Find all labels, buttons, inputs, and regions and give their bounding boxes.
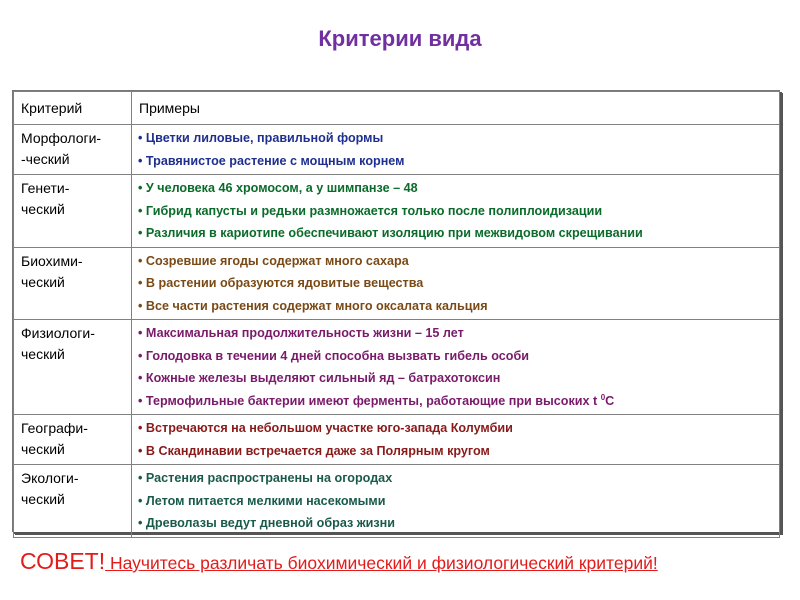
- criteria-table-container: [12, 90, 780, 532]
- example-item: [138, 390, 773, 413]
- example-text: Растения распространены на огородах: [145, 471, 393, 485]
- page-title: Критерии вида: [318, 26, 482, 51]
- example-item: [138, 345, 773, 368]
- advice-lead: СОВЕТ!: [20, 548, 106, 574]
- example-text: Летом питается мелкими насекомыми: [145, 493, 386, 508]
- example-text: Цветки лиловые, правильной формы: [145, 131, 384, 145]
- degree-superscript: 0: [600, 392, 606, 402]
- example-text: Гибрид капусты и редьки размножается только после полиплоидизации: [145, 203, 603, 218]
- examples-list: [138, 250, 773, 318]
- table-row: [14, 175, 780, 248]
- header-criterion: Критерий: [14, 92, 132, 125]
- criterion-cell: Физиологи- ческий: [14, 320, 132, 415]
- criterion-cell: Географи- ческий: [14, 415, 132, 465]
- example-item: [138, 150, 773, 173]
- example-item: [138, 512, 773, 535]
- example-item: [138, 417, 773, 440]
- example-text: Максимальная продолжительность жизни – 15 лет: [145, 326, 464, 340]
- example-text: В Скандинавии встречается даже за Полярным кругом: [145, 443, 490, 458]
- example-item: [138, 367, 773, 390]
- example-text: Созревшие ягоды содержат много сахара: [145, 253, 409, 268]
- advice-text: Научитесь различать биохимический и физиологический критерий!: [105, 553, 658, 573]
- unit-celsius: C: [605, 393, 615, 408]
- examples-list: [138, 417, 773, 462]
- table-header-row: [14, 92, 780, 125]
- examples-cell: [132, 415, 780, 465]
- example-item: [138, 177, 773, 200]
- header-examples: Примеры: [132, 92, 780, 125]
- example-item: [138, 295, 773, 318]
- example-item: [138, 467, 773, 490]
- example-item: [138, 272, 773, 295]
- advice-line: [20, 548, 800, 575]
- table-row: [14, 125, 780, 175]
- example-item: [138, 200, 773, 223]
- example-text: Древолазы ведут дневной образ жизни: [145, 516, 396, 530]
- example-text: Термофильные бактерии имеют ферменты, работающие при высоких t: [145, 393, 598, 408]
- examples-list: [138, 177, 773, 245]
- examples-cell: [132, 125, 780, 175]
- example-text: Различия в кариотипе обеспечивают изоляцию при межвидовом скрещивании: [145, 226, 643, 240]
- criteria-table: [13, 91, 780, 538]
- table-row: [14, 320, 780, 415]
- example-item: [138, 127, 773, 150]
- example-text: У человека 46 хромосом, а у шимпанзе – 48: [145, 181, 418, 195]
- examples-list: [138, 322, 773, 412]
- table-row: [14, 247, 780, 320]
- example-text: Все части растения содержат много оксалата кальция: [145, 298, 488, 313]
- examples-list: [138, 127, 773, 172]
- example-item: [138, 440, 773, 463]
- example-text: Голодовка в течении 4 дней способна вызвать гибель особи: [145, 348, 529, 363]
- criterion-cell: Биохими- ческий: [14, 247, 132, 320]
- examples-list: [138, 467, 773, 535]
- example-item: [138, 322, 773, 345]
- table-row: [14, 465, 780, 538]
- example-text: В растении образуются ядовитые вещества: [145, 276, 424, 290]
- example-text: Встречаются на небольшом участке юго-запада Колумбии: [145, 421, 513, 435]
- examples-cell: [132, 175, 780, 248]
- example-item: [138, 222, 773, 245]
- criterion-cell: Морфологи- -ческий: [14, 125, 132, 175]
- example-text: Кожные железы выделяют сильный яд – батрахотоксин: [145, 371, 501, 385]
- example-item: [138, 250, 773, 273]
- table-row: [14, 415, 780, 465]
- criterion-cell: Генети- ческий: [14, 175, 132, 248]
- criterion-cell: Экологи- ческий: [14, 465, 132, 538]
- examples-cell: [132, 320, 780, 415]
- examples-cell: [132, 465, 780, 538]
- example-item: [138, 490, 773, 513]
- examples-cell: [132, 247, 780, 320]
- example-text: Травянистое растение с мощным корнем: [145, 153, 405, 168]
